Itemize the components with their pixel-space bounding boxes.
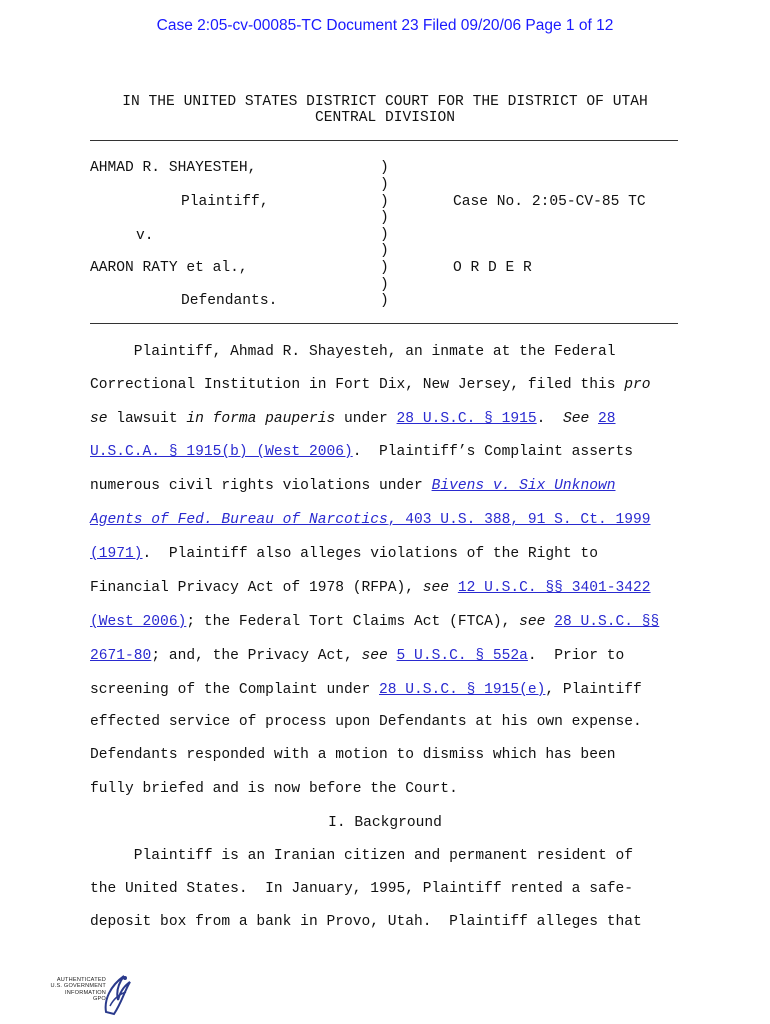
logo-line: U.S. GOVERNMENT bbox=[50, 983, 106, 990]
text-line: deposit box from a bank in Provo, Utah. Plaintiff alleges that bbox=[90, 914, 642, 930]
citation-link[interactable]: (West 2006) bbox=[90, 614, 187, 630]
court-division: CENTRAL DIVISION bbox=[314, 110, 456, 126]
text-run: See bbox=[562, 411, 590, 427]
citation-link[interactable]: 28 bbox=[598, 411, 616, 427]
text-run: , Plaintiff bbox=[545, 682, 642, 698]
text-line: effected service of process upon Defendants at his own expense. bbox=[90, 714, 642, 730]
logo-line: AUTHENTICATED bbox=[56, 977, 106, 983]
text-run: see bbox=[422, 580, 450, 596]
caption-paren: ) bbox=[380, 160, 389, 176]
text-line: Defendants responded with a motion to dismiss which has been bbox=[90, 747, 616, 763]
text-line bbox=[90, 377, 651, 393]
text-run: Correctional Institution in Fort Dix, New Jersey, filed this bbox=[90, 377, 625, 393]
text-run: ; the Federal Tort Claims Act (FTCA), bbox=[186, 614, 520, 630]
text-run: screening of the Complaint under bbox=[90, 682, 380, 698]
citation-link[interactable]: 28 U.S.C. § 1915 bbox=[396, 411, 537, 427]
text-run: . Prior to bbox=[527, 648, 625, 664]
citation-link[interactable]: 5 U.S.C. § 552a bbox=[396, 648, 528, 664]
caption-paren: ) bbox=[380, 243, 389, 259]
plaintiff-name: AHMAD R. SHAYESTEH, bbox=[90, 160, 257, 176]
caption-paren: ) bbox=[380, 227, 389, 243]
citation-link[interactable]: 28 U.S.C. § 1915(e) bbox=[379, 682, 546, 698]
text-run bbox=[589, 411, 598, 427]
citation-link[interactable]: , 403 U.S. 388, 91 S. Ct. 1999 bbox=[387, 512, 651, 528]
case-number: Case No. 2:05-CV-85 TC bbox=[453, 194, 646, 210]
text-run: ; and, the Privacy Act, bbox=[151, 648, 362, 664]
text-line bbox=[90, 411, 616, 427]
text-run: under bbox=[335, 411, 397, 427]
text-line bbox=[90, 512, 651, 528]
citation-link[interactable]: U.S.C.A. § 1915(b) (West 2006) bbox=[90, 444, 353, 460]
text-run bbox=[449, 580, 458, 596]
versus: v. bbox=[136, 228, 154, 244]
text-run: Financial Privacy Act of 1978 (RFPA), bbox=[90, 580, 423, 596]
caption-paren: ) bbox=[380, 194, 389, 210]
text-run: lawsuit bbox=[107, 411, 187, 427]
caption-paren: ) bbox=[380, 210, 389, 226]
text-run: in forma pauperis bbox=[186, 411, 336, 427]
text-line: fully briefed and is now before the Court. bbox=[90, 781, 458, 797]
text-run: pro bbox=[624, 377, 651, 393]
text-run: . Plaintiff also alleges violations of the Right to bbox=[142, 546, 598, 562]
text-line bbox=[90, 478, 615, 494]
text-run: se bbox=[90, 411, 108, 427]
caption-paren: ) bbox=[380, 177, 389, 193]
citation-link[interactable]: Agents of Fed. Bureau of Narcotics bbox=[90, 512, 388, 528]
text-run: . Plaintiff’s Complaint asserts bbox=[352, 444, 633, 460]
plaintiff-role: Plaintiff, bbox=[181, 194, 269, 210]
section-heading: I. Background bbox=[328, 815, 442, 831]
gpo-authentication-logo bbox=[44, 972, 134, 1018]
caption-paren: ) bbox=[380, 260, 389, 276]
document-title: O R D E R bbox=[453, 260, 532, 276]
logo-text bbox=[44, 977, 106, 1002]
text-run bbox=[388, 648, 397, 664]
text-run bbox=[545, 614, 554, 630]
defendant-name: AARON RATY et al., bbox=[90, 260, 248, 276]
defendant-role: Defendants. bbox=[181, 293, 278, 309]
citation-link[interactable]: Bivens v. Six Unknown bbox=[431, 478, 616, 494]
text-line: the United States. In January, 1995, Plaintiff rented a safe- bbox=[90, 881, 633, 897]
citation-link[interactable]: 2671-80 bbox=[90, 648, 152, 664]
caption-top-rule bbox=[90, 140, 678, 141]
eagle-icon bbox=[102, 972, 132, 1018]
text-run: . bbox=[536, 411, 563, 427]
text-line bbox=[90, 648, 624, 664]
citation-link[interactable]: 12 U.S.C. §§ 3401-3422 bbox=[457, 580, 651, 596]
text-run: see bbox=[361, 648, 388, 664]
court-name: IN THE UNITED STATES DISTRICT COURT FOR THE DISTRICT OF UTAH bbox=[122, 94, 648, 110]
caption-bottom-rule bbox=[90, 323, 678, 324]
logo-line: GPO bbox=[92, 995, 106, 1002]
citation-link[interactable]: 28 U.S.C. §§ bbox=[554, 614, 660, 630]
logo-line: INFORMATION bbox=[65, 989, 106, 996]
caption-paren: ) bbox=[380, 293, 389, 309]
text-run: numerous civil rights violations under bbox=[90, 478, 432, 494]
filing-stamp: Case 2:05-cv-00085-TC Document 23 Filed 09/20/06 Page 1 of 12 bbox=[156, 17, 614, 34]
text-line bbox=[90, 444, 633, 460]
caption-paren: ) bbox=[380, 277, 389, 293]
text-line bbox=[90, 546, 598, 562]
text-line bbox=[90, 614, 659, 630]
text-line bbox=[90, 580, 651, 596]
text-line: Plaintiff is an Iranian citizen and permanent resident of bbox=[90, 848, 633, 864]
citation-link[interactable]: (1971) bbox=[90, 546, 143, 562]
text-run: see bbox=[519, 614, 546, 630]
text-line: Plaintiff, Ahmad R. Shayesteh, an inmate at the Federal bbox=[90, 344, 616, 360]
text-line bbox=[90, 682, 642, 698]
